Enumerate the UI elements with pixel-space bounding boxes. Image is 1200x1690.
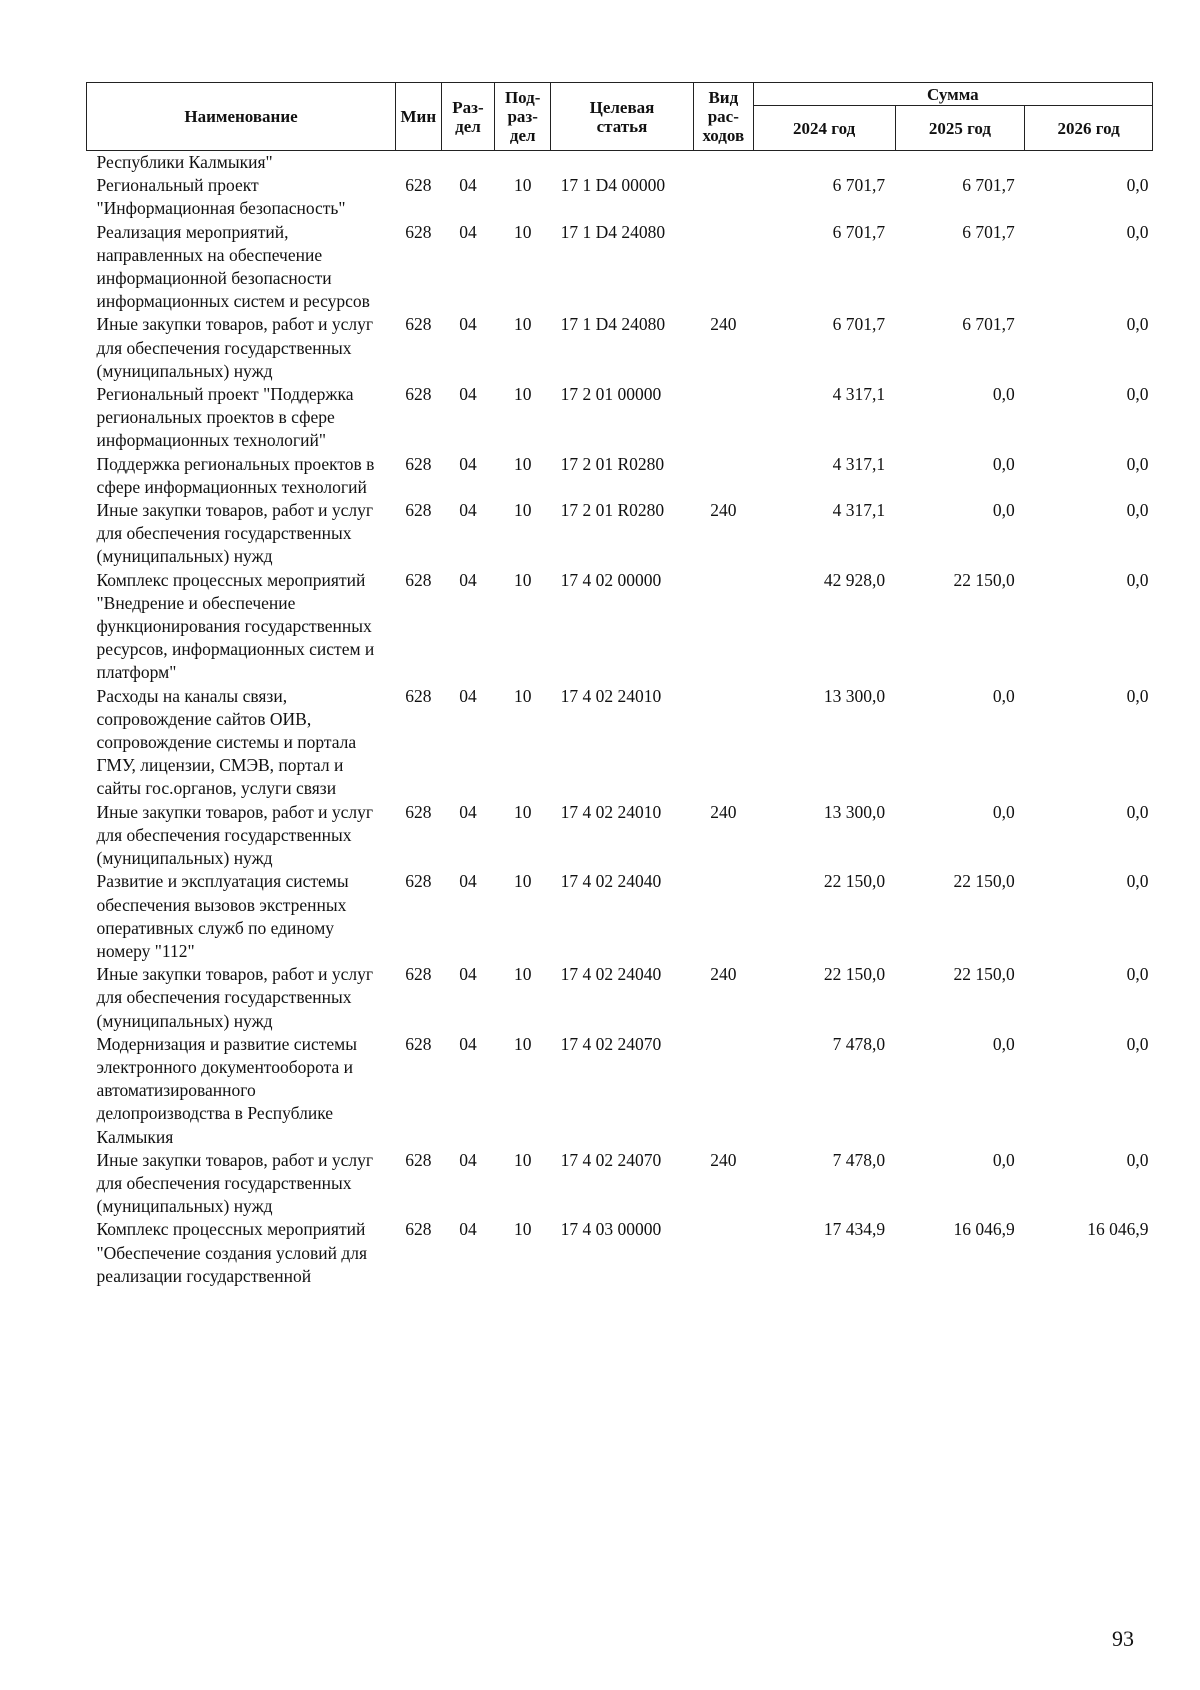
row-name: Иные закупки товаров, работ и услуг для обеспечения государственных (муниципальных) нужд [96, 314, 374, 381]
row-razdel: 04 [459, 1033, 477, 1054]
page-number: 93 [1112, 1626, 1134, 1651]
row-podrazdel: 10 [513, 801, 532, 822]
row-min: 628 [405, 1033, 432, 1054]
header-target: Целевая статья [551, 83, 694, 151]
row-2025: 0,0 [992, 685, 1015, 706]
row-min: 628 [405, 685, 432, 706]
row-min: 628 [405, 175, 432, 196]
header-2025: 2025 год [895, 106, 1025, 151]
row-2026: 0,0 [1126, 500, 1149, 521]
row-vid [693, 453, 753, 499]
table-row [87, 870, 1153, 963]
row-name: Региональный проект "Информационная безопасность" [96, 175, 346, 219]
row-razdel: 04 [459, 384, 477, 405]
row-2025 [895, 151, 1025, 175]
row-podrazdel: 10 [513, 964, 532, 985]
table-row [87, 1149, 1153, 1219]
row-2025: 22 150,0 [953, 871, 1015, 892]
row-2024: 4 317,1 [832, 453, 886, 474]
row-podrazdel: 10 [513, 685, 532, 706]
header-2024: 2024 год [753, 106, 895, 151]
row-vid [693, 1033, 753, 1149]
row-podrazdel [495, 151, 551, 175]
row-2024: 42 928,0 [823, 569, 886, 590]
row-name: Иные закупки товаров, работ и услуг для обеспечения государственных (муниципальных) нужд [96, 500, 374, 567]
row-name: Республики Калмыкия" [96, 152, 273, 172]
row-2025: 0,0 [992, 500, 1015, 521]
row-name: Поддержка региональных проектов в сфере информационных технологий [96, 453, 375, 497]
row-podrazdel: 10 [513, 314, 532, 335]
row-2024: 22 150,0 [823, 871, 886, 892]
row-min: 628 [405, 384, 432, 405]
row-name: Иные закупки товаров, работ и услуг для обеспечения государственных (муниципальных) нужд [96, 964, 374, 1031]
row-target [551, 151, 694, 175]
row-target: 17 4 02 24010 [560, 685, 662, 706]
row-podrazdel: 10 [513, 569, 532, 590]
row-vid [693, 569, 753, 685]
row-vid [693, 870, 753, 963]
row-target: 17 4 02 24010 [560, 801, 662, 822]
table-row [87, 801, 1153, 871]
row-2024: 4 317,1 [832, 384, 886, 405]
row-name: Иные закупки товаров, работ и услуг для обеспечения государственных (муниципальных) нужд [96, 1149, 374, 1217]
row-2025: 6 701,7 [962, 314, 1015, 335]
header-podrazdel: Под- раз- дел [495, 83, 551, 151]
row-min: 628 [405, 1219, 432, 1240]
row-2026: 0,0 [1126, 221, 1149, 242]
row-name: Реализация мероприятий, направленных на обеспечение информационной безопасности информационных систем и ресурсов [96, 221, 370, 312]
row-razdel: 04 [459, 314, 477, 335]
row-target: 17 2 01 00000 [560, 384, 662, 405]
row-target: 17 1 D4 24080 [560, 221, 666, 242]
row-target: 17 4 02 24040 [560, 964, 662, 985]
row-2024: 6 701,7 [832, 314, 886, 335]
row-razdel: 04 [459, 569, 477, 590]
row-min: 628 [405, 453, 432, 474]
row-2024: 17 434,9 [823, 1219, 886, 1240]
row-target: 17 1 D4 24080 [560, 314, 666, 335]
table-row [87, 1218, 1153, 1288]
row-razdel: 04 [459, 801, 477, 822]
row-2025: 16 046,9 [953, 1219, 1015, 1240]
row-podrazdel: 10 [513, 384, 532, 405]
row-target: 17 2 01 R0280 [560, 500, 665, 521]
row-2024: 6 701,7 [832, 175, 886, 196]
row-vid [693, 221, 753, 314]
row-min: 628 [405, 500, 432, 521]
row-2026: 16 046,9 [1087, 1219, 1149, 1240]
row-2026: 0,0 [1126, 1033, 1149, 1054]
table-row [87, 313, 1153, 383]
row-2025: 22 150,0 [953, 569, 1015, 590]
row-2026: 0,0 [1126, 685, 1149, 706]
row-2025: 0,0 [992, 453, 1015, 474]
row-vid [693, 383, 753, 453]
row-podrazdel: 10 [513, 175, 532, 196]
row-target: 17 4 02 00000 [560, 569, 662, 590]
table-header [87, 83, 1153, 151]
row-razdel: 04 [459, 221, 477, 242]
row-podrazdel: 10 [513, 500, 532, 521]
row-2024 [753, 151, 895, 175]
row-vid: 240 [710, 1149, 737, 1170]
table-row [87, 453, 1153, 499]
row-2025: 22 150,0 [953, 964, 1015, 985]
header-2026: 2026 год [1025, 106, 1153, 151]
row-2025: 0,0 [992, 801, 1015, 822]
row-min: 628 [405, 1149, 432, 1170]
row-2024: 4 317,1 [832, 500, 886, 521]
row-target: 17 2 01 R0280 [560, 453, 665, 474]
row-razdel: 04 [459, 964, 477, 985]
row-razdel [441, 151, 495, 175]
header-vid: Вид рас- ходов [693, 83, 753, 151]
row-target: 17 4 03 00000 [560, 1219, 662, 1240]
row-vid [693, 685, 753, 801]
row-min: 628 [405, 801, 432, 822]
table-row [87, 1033, 1153, 1149]
header-sum: Сумма [753, 83, 1152, 106]
row-razdel: 04 [459, 453, 477, 474]
row-name: Комплекс процессных мероприятий "Внедрение и обеспечение функционирования государственных ресурсов, информационных систем и платформ" [96, 569, 375, 683]
row-name: Комплекс процессных мероприятий "Обеспечение создания условий для реализации государственной [96, 1219, 368, 1286]
budget-table [86, 82, 1153, 1288]
row-razdel: 04 [459, 500, 477, 521]
row-2026: 0,0 [1126, 314, 1149, 335]
row-vid [693, 1218, 753, 1288]
table-row [87, 499, 1153, 569]
row-2025: 0,0 [992, 1149, 1015, 1170]
row-2026: 0,0 [1126, 871, 1149, 892]
row-target: 17 4 02 24070 [560, 1033, 662, 1054]
row-vid [693, 151, 753, 175]
row-2026: 0,0 [1126, 1149, 1149, 1170]
row-name: Региональный проект "Поддержка региональных проектов в сфере информационных технологий" [96, 384, 354, 451]
row-2026: 0,0 [1126, 964, 1149, 985]
table-row [87, 383, 1153, 453]
row-podrazdel: 10 [513, 1149, 532, 1170]
row-vid: 240 [710, 314, 737, 335]
table-row [87, 569, 1153, 685]
row-razdel: 04 [459, 871, 477, 892]
row-razdel: 04 [459, 1219, 477, 1240]
row-2024: 13 300,0 [823, 801, 886, 822]
row-2024: 6 701,7 [832, 221, 886, 242]
row-podrazdel: 10 [513, 1219, 532, 1240]
row-min: 628 [405, 314, 432, 335]
row-min: 628 [405, 569, 432, 590]
row-2025: 0,0 [992, 384, 1015, 405]
row-2026: 0,0 [1126, 569, 1149, 590]
row-2026: 0,0 [1126, 384, 1149, 405]
row-podrazdel: 10 [513, 1033, 532, 1054]
row-2025: 6 701,7 [962, 175, 1015, 196]
row-name: Модернизация и развитие системы электронного документооборота и автоматизированного делопроизводства в Республике Калмыкия [96, 1033, 357, 1147]
row-2026: 0,0 [1126, 175, 1149, 196]
row-podrazdel: 10 [513, 871, 532, 892]
row-2024: 22 150,0 [823, 964, 886, 985]
row-name: Иные закупки товаров, работ и услуг для обеспечения государственных (муниципальных) нужд [96, 801, 374, 869]
header-name: Наименование [87, 83, 396, 151]
row-min [396, 151, 442, 175]
row-2024: 13 300,0 [823, 685, 886, 706]
table-row [87, 151, 1153, 175]
row-2026: 0,0 [1126, 801, 1149, 822]
row-podrazdel: 10 [513, 453, 532, 474]
row-min: 628 [405, 871, 432, 892]
row-name: Расходы на каналы связи, сопровождение сайтов ОИВ, сопровождение системы и портала ГМУ, лицензии, СМЭВ, портал и сайты гос.органов, услуги связи [96, 685, 357, 799]
row-min: 628 [405, 221, 432, 242]
row-2025: 0,0 [992, 1033, 1015, 1054]
row-2024: 7 478,0 [832, 1149, 886, 1170]
row-2026: 0,0 [1126, 453, 1149, 474]
table-row [87, 685, 1153, 801]
row-min: 628 [405, 964, 432, 985]
row-vid: 240 [710, 500, 737, 521]
row-razdel: 04 [459, 1149, 477, 1170]
row-target: 17 4 02 24040 [560, 871, 662, 892]
row-target: 17 1 D4 00000 [560, 175, 666, 196]
table-row [87, 174, 1153, 220]
header-min: Мин [396, 83, 442, 151]
row-vid [693, 174, 753, 220]
row-2026 [1025, 151, 1153, 175]
row-2025: 6 701,7 [962, 221, 1015, 242]
row-target: 17 4 02 24070 [560, 1149, 662, 1170]
header-razdel: Раз- дел [441, 83, 495, 151]
table-row [87, 963, 1153, 1033]
row-vid: 240 [710, 801, 737, 822]
row-razdel: 04 [459, 685, 477, 706]
row-podrazdel: 10 [513, 221, 532, 242]
table-row [87, 221, 1153, 314]
row-vid: 240 [710, 964, 737, 985]
row-name: Развитие и эксплуатация системы обеспечения вызовов экстренных оперативных служб по единому номеру "112" [96, 871, 349, 961]
row-2024: 7 478,0 [832, 1033, 886, 1054]
table-body [87, 151, 1153, 1288]
row-razdel: 04 [459, 175, 477, 196]
